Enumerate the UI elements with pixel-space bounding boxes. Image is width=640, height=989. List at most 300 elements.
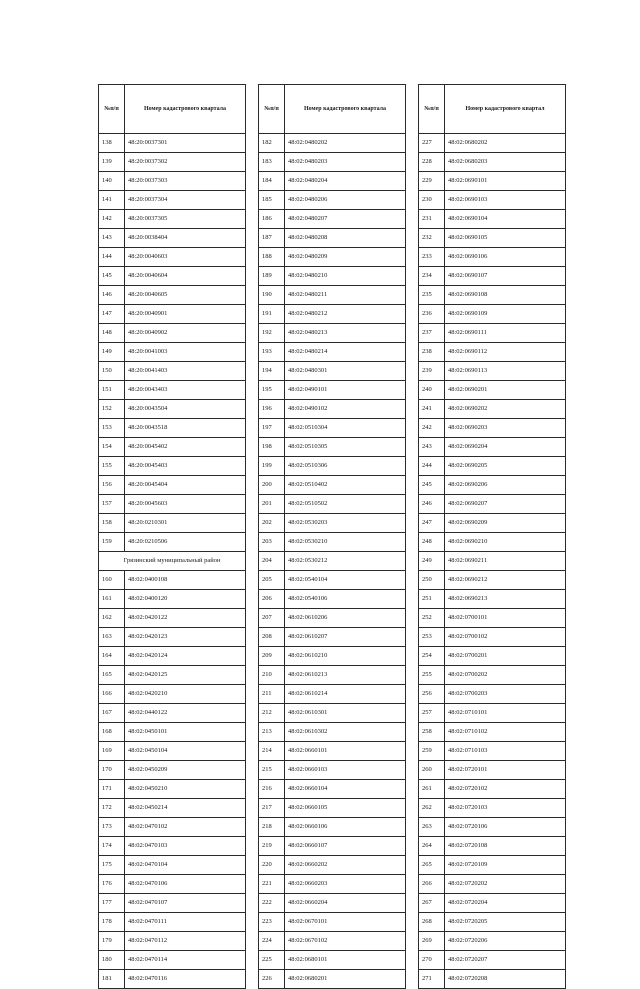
- row-number: 163: [99, 628, 125, 647]
- row-number: 263: [419, 818, 445, 837]
- table-row: [259, 381, 406, 400]
- cadastral-number: 48:02:0710101: [445, 704, 566, 723]
- cadastral-table-3: [418, 84, 566, 989]
- table-row: [259, 134, 406, 153]
- row-number: 223: [259, 913, 285, 932]
- table-row: [259, 191, 406, 210]
- subheader-row: [99, 552, 246, 571]
- table-row: [419, 818, 566, 837]
- table-row: [419, 457, 566, 476]
- table-row: [419, 419, 566, 438]
- cadastral-number: 48:20:0045603: [125, 495, 246, 514]
- row-number: 170: [99, 761, 125, 780]
- cadastral-number: 48:02:0690213: [445, 590, 566, 609]
- table-row: [419, 324, 566, 343]
- cadastral-number: 48:02:0690206: [445, 476, 566, 495]
- cadastral-number: 48:02:0720109: [445, 856, 566, 875]
- row-number: 238: [419, 343, 445, 362]
- cadastral-number: 48:02:0660203: [285, 875, 406, 894]
- table-row: [259, 780, 406, 799]
- cadastral-number: 48:02:0510402: [285, 476, 406, 495]
- table-row: [259, 229, 406, 248]
- row-number: 230: [419, 191, 445, 210]
- row-number: 162: [99, 609, 125, 628]
- table-row: [99, 628, 246, 647]
- table-row: [419, 742, 566, 761]
- cadastral-number: 48:20:0040605: [125, 286, 246, 305]
- table-row: [419, 552, 566, 571]
- table-row: [259, 571, 406, 590]
- row-number: 193: [259, 343, 285, 362]
- cadastral-number: 48:02:0470112: [125, 932, 246, 951]
- row-number: 158: [99, 514, 125, 533]
- table-row: [259, 533, 406, 552]
- row-number: 225: [259, 951, 285, 970]
- row-number: 264: [419, 837, 445, 856]
- row-number: 249: [419, 552, 445, 571]
- table-row: [419, 647, 566, 666]
- cadastral-number: 48:02:0490102: [285, 400, 406, 419]
- row-number: 214: [259, 742, 285, 761]
- cadastral-number: 48:02:0470114: [125, 951, 246, 970]
- cadastral-number: 48:02:0670101: [285, 913, 406, 932]
- row-number: 146: [99, 286, 125, 305]
- cadastral-number: 48:02:0510502: [285, 495, 406, 514]
- table-row: [419, 856, 566, 875]
- table-row: [259, 343, 406, 362]
- row-number: 241: [419, 400, 445, 419]
- cadastral-number: 48:02:0700201: [445, 647, 566, 666]
- row-number: 216: [259, 780, 285, 799]
- cadastral-number: 48:02:0680101: [285, 951, 406, 970]
- cadastral-number: 48:02:0470106: [125, 875, 246, 894]
- row-number: 159: [99, 533, 125, 552]
- cadastral-number: 48:02:0480203: [285, 153, 406, 172]
- table-row: [99, 172, 246, 191]
- cadastral-number: 48:02:0510304: [285, 419, 406, 438]
- row-number: 152: [99, 400, 125, 419]
- cadastral-number: 48:02:0420210: [125, 685, 246, 704]
- code-header: Номер кадастрового квартала: [125, 85, 246, 134]
- cadastral-number: 48:02:0510306: [285, 457, 406, 476]
- cadastral-number: 48:02:0690204: [445, 438, 566, 457]
- table-row: [419, 761, 566, 780]
- row-number: 148: [99, 324, 125, 343]
- table-row: [259, 856, 406, 875]
- table-row: [99, 267, 246, 286]
- table-row: [99, 324, 246, 343]
- table-row: [259, 267, 406, 286]
- row-number: 239: [419, 362, 445, 381]
- row-number: 245: [419, 476, 445, 495]
- table-row: [419, 362, 566, 381]
- row-number: 229: [419, 172, 445, 191]
- cadastral-number: 48:02:0510305: [285, 438, 406, 457]
- cadastral-number: 48:02:0480211: [285, 286, 406, 305]
- row-number: 202: [259, 514, 285, 533]
- table-row: [419, 951, 566, 970]
- row-number: 178: [99, 913, 125, 932]
- row-number: 187: [259, 229, 285, 248]
- table-row: [99, 666, 246, 685]
- table-row: [419, 894, 566, 913]
- table-row: [259, 666, 406, 685]
- row-number: 195: [259, 381, 285, 400]
- row-number: 236: [419, 305, 445, 324]
- table-row: [99, 894, 246, 913]
- num-header: №п/п: [99, 85, 125, 134]
- row-number: 201: [259, 495, 285, 514]
- row-number: 200: [259, 476, 285, 495]
- cadastral-number: 48:02:0530210: [285, 533, 406, 552]
- cadastral-number: 48:02:0660105: [285, 799, 406, 818]
- cadastral-number: 48:20:0041003: [125, 343, 246, 362]
- table-row: [99, 457, 246, 476]
- cadastral-number: 48:02:0660202: [285, 856, 406, 875]
- row-number: 144: [99, 248, 125, 267]
- cadastral-number: 48:02:0700102: [445, 628, 566, 647]
- header-row: [99, 85, 246, 134]
- row-number: 212: [259, 704, 285, 723]
- cadastral-number: 48:02:0480208: [285, 229, 406, 248]
- row-number: 141: [99, 191, 125, 210]
- row-number: 213: [259, 723, 285, 742]
- table-row: [99, 381, 246, 400]
- cadastral-number: 48:02:0690202: [445, 400, 566, 419]
- cadastral-number: 48:02:0480202: [285, 134, 406, 153]
- table-row: [99, 742, 246, 761]
- row-number: 204: [259, 552, 285, 571]
- row-number: 156: [99, 476, 125, 495]
- row-number: 155: [99, 457, 125, 476]
- row-number: 244: [419, 457, 445, 476]
- cadastral-number: 48:02:0450214: [125, 799, 246, 818]
- cadastral-number: 48:02:0450209: [125, 761, 246, 780]
- table-row: [419, 837, 566, 856]
- cadastral-number: 48:02:0540106: [285, 590, 406, 609]
- row-number: 237: [419, 324, 445, 343]
- table-row: [259, 590, 406, 609]
- table-row: [99, 590, 246, 609]
- cadastral-number: 48:02:0450104: [125, 742, 246, 761]
- cadastral-number: 48:02:0450210: [125, 780, 246, 799]
- cadastral-number: 48:02:0690107: [445, 267, 566, 286]
- cadastral-number: 48:02:0480206: [285, 191, 406, 210]
- cadastral-number: 48:02:0690101: [445, 172, 566, 191]
- row-number: 207: [259, 609, 285, 628]
- cadastral-number: 48:02:0470111: [125, 913, 246, 932]
- row-number: 246: [419, 495, 445, 514]
- cadastral-number: 48:02:0690203: [445, 419, 566, 438]
- table-row: [259, 552, 406, 571]
- row-number: 232: [419, 229, 445, 248]
- cadastral-number: 48:02:0480214: [285, 343, 406, 362]
- table-row: [419, 799, 566, 818]
- row-number: 215: [259, 761, 285, 780]
- table-row: [419, 210, 566, 229]
- row-number: 267: [419, 894, 445, 913]
- table-row: [99, 685, 246, 704]
- cadastral-number: 48:20:0043504: [125, 400, 246, 419]
- cadastral-number: 48:02:0480210: [285, 267, 406, 286]
- cadastral-number: 48:02:0690207: [445, 495, 566, 514]
- row-number: 220: [259, 856, 285, 875]
- cadastral-number: 48:02:0440122: [125, 704, 246, 723]
- row-number: 157: [99, 495, 125, 514]
- table-row: [419, 172, 566, 191]
- row-number: 184: [259, 172, 285, 191]
- code-header: Номер кадастрового квартал: [445, 85, 566, 134]
- row-number: 260: [419, 761, 445, 780]
- row-number: 143: [99, 229, 125, 248]
- table-row: [419, 609, 566, 628]
- cadastral-number: 48:20:0040902: [125, 324, 246, 343]
- cadastral-number: 48:02:0470107: [125, 894, 246, 913]
- cadastral-number: 48:02:0720202: [445, 875, 566, 894]
- row-number: 166: [99, 685, 125, 704]
- cadastral-number: 48:02:0420123: [125, 628, 246, 647]
- row-number: 139: [99, 153, 125, 172]
- row-number: 196: [259, 400, 285, 419]
- table-row: [99, 476, 246, 495]
- cadastral-number: 48:02:0660103: [285, 761, 406, 780]
- row-number: 186: [259, 210, 285, 229]
- table-row: [259, 153, 406, 172]
- table-body: [419, 134, 566, 989]
- row-number: 167: [99, 704, 125, 723]
- row-number: 203: [259, 533, 285, 552]
- table-row: [99, 913, 246, 932]
- table-row: [259, 362, 406, 381]
- table-row: [99, 932, 246, 951]
- cadastral-number: 48:02:0690105: [445, 229, 566, 248]
- cadastral-number: 48:20:0038404: [125, 229, 246, 248]
- table-row: [99, 704, 246, 723]
- cadastral-number: 48:02:0690109: [445, 305, 566, 324]
- row-number: 154: [99, 438, 125, 457]
- row-number: 188: [259, 248, 285, 267]
- table-row: [419, 628, 566, 647]
- cadastral-number: 48:02:0660107: [285, 837, 406, 856]
- cadastral-number: 48:20:0043403: [125, 381, 246, 400]
- row-number: 254: [419, 647, 445, 666]
- table-row: [419, 305, 566, 324]
- row-number: 258: [419, 723, 445, 742]
- cadastral-number: 48:02:0710102: [445, 723, 566, 742]
- row-number: 266: [419, 875, 445, 894]
- table-row: [259, 210, 406, 229]
- row-number: 247: [419, 514, 445, 533]
- cadastral-number: 48:02:0480213: [285, 324, 406, 343]
- table-row: [99, 514, 246, 533]
- row-number: 177: [99, 894, 125, 913]
- table-row: [99, 647, 246, 666]
- table-row: [99, 419, 246, 438]
- code-header: Номер кадастрового квартала: [285, 85, 406, 134]
- cadastral-number: 48:02:0490101: [285, 381, 406, 400]
- cadastral-number: 48:20:0210301: [125, 514, 246, 533]
- cadastral-number: 48:02:0690111: [445, 324, 566, 343]
- cadastral-number: 48:20:0210506: [125, 533, 246, 552]
- table-row: [419, 286, 566, 305]
- row-number: 194: [259, 362, 285, 381]
- row-number: 173: [99, 818, 125, 837]
- table-row: [419, 229, 566, 248]
- cadastral-number: 48:20:0040901: [125, 305, 246, 324]
- row-number: 250: [419, 571, 445, 590]
- table-row: [99, 229, 246, 248]
- table-row: [419, 590, 566, 609]
- cadastral-number: 48:02:0690201: [445, 381, 566, 400]
- row-number: 140: [99, 172, 125, 191]
- row-number: 252: [419, 609, 445, 628]
- row-number: 255: [419, 666, 445, 685]
- cadastral-number: 48:02:0680202: [445, 134, 566, 153]
- table-row: [259, 286, 406, 305]
- row-number: 164: [99, 647, 125, 666]
- table-row: [99, 799, 246, 818]
- cadastral-number: 48:02:0720208: [445, 970, 566, 989]
- row-number: 217: [259, 799, 285, 818]
- row-number: 221: [259, 875, 285, 894]
- table-row: [259, 818, 406, 837]
- cadastral-number: 48:02:0470116: [125, 970, 246, 989]
- cadastral-number: 48:02:0680203: [445, 153, 566, 172]
- row-number: 222: [259, 894, 285, 913]
- table-row: [99, 362, 246, 381]
- table-row: [259, 970, 406, 989]
- cadastral-number: 48:02:0690108: [445, 286, 566, 305]
- cadastral-number: 48:02:0720101: [445, 761, 566, 780]
- cadastral-number: 48:02:0480212: [285, 305, 406, 324]
- table-row: [419, 723, 566, 742]
- row-number: 208: [259, 628, 285, 647]
- table-row: [259, 647, 406, 666]
- table-row: [99, 856, 246, 875]
- table-body: [99, 134, 246, 989]
- row-number: 149: [99, 343, 125, 362]
- table-row: [259, 894, 406, 913]
- table-row: [259, 495, 406, 514]
- row-number: 165: [99, 666, 125, 685]
- row-number: 197: [259, 419, 285, 438]
- header-row: [419, 85, 566, 134]
- num-header: №п/п: [259, 85, 285, 134]
- table-row: [419, 476, 566, 495]
- table-row: [419, 875, 566, 894]
- table-row: [99, 533, 246, 552]
- row-number: 257: [419, 704, 445, 723]
- cadastral-number: 48:02:0470103: [125, 837, 246, 856]
- num-header: №п/п: [419, 85, 445, 134]
- table-row: [99, 305, 246, 324]
- table-row: [99, 248, 246, 267]
- cadastral-number: 48:02:0450101: [125, 723, 246, 742]
- table-row: [259, 704, 406, 723]
- row-number: 242: [419, 419, 445, 438]
- table-row: [419, 704, 566, 723]
- header-row: [259, 85, 406, 134]
- cadastral-number: 48:02:0720205: [445, 913, 566, 932]
- table-row: [419, 970, 566, 989]
- cadastral-number: 48:20:0037302: [125, 153, 246, 172]
- cadastral-number: 48:20:0045403: [125, 457, 246, 476]
- table-row: [99, 343, 246, 362]
- row-number: 189: [259, 267, 285, 286]
- district-subheader: Грязинский муниципальный район: [99, 552, 246, 571]
- cadastral-number: 48:02:0400120: [125, 590, 246, 609]
- table-row: [99, 951, 246, 970]
- row-number: 176: [99, 875, 125, 894]
- table-row: [99, 153, 246, 172]
- cadastral-number: 48:20:0045402: [125, 438, 246, 457]
- row-number: 180: [99, 951, 125, 970]
- table-row: [99, 191, 246, 210]
- table-row: [99, 837, 246, 856]
- cadastral-number: 48:02:0530203: [285, 514, 406, 533]
- row-number: 198: [259, 438, 285, 457]
- row-number: 231: [419, 210, 445, 229]
- table-row: [99, 818, 246, 837]
- table-row: [419, 153, 566, 172]
- table-row: [259, 457, 406, 476]
- row-number: 145: [99, 267, 125, 286]
- table-row: [419, 514, 566, 533]
- table-row: [419, 913, 566, 932]
- cadastral-number: 48:02:0660106: [285, 818, 406, 837]
- table-row: [99, 438, 246, 457]
- row-number: 192: [259, 324, 285, 343]
- row-number: 150: [99, 362, 125, 381]
- row-number: 228: [419, 153, 445, 172]
- row-number: 169: [99, 742, 125, 761]
- cadastral-number: 48:02:0610302: [285, 723, 406, 742]
- row-number: 248: [419, 533, 445, 552]
- table-row: [99, 286, 246, 305]
- cadastral-number: 48:02:0720102: [445, 780, 566, 799]
- row-number: 218: [259, 818, 285, 837]
- cadastral-number: 48:02:0610210: [285, 647, 406, 666]
- row-number: 185: [259, 191, 285, 210]
- row-number: 172: [99, 799, 125, 818]
- table-row: [259, 932, 406, 951]
- table-row: [99, 875, 246, 894]
- table-row: [419, 191, 566, 210]
- table-row: [419, 533, 566, 552]
- row-number: 210: [259, 666, 285, 685]
- table-row: [259, 400, 406, 419]
- table-row: [419, 932, 566, 951]
- cadastral-number: 48:20:0040604: [125, 267, 246, 286]
- row-number: 168: [99, 723, 125, 742]
- cadastral-number: 48:20:0037304: [125, 191, 246, 210]
- table-row: [259, 799, 406, 818]
- cadastral-number: 48:02:0480301: [285, 362, 406, 381]
- row-number: 175: [99, 856, 125, 875]
- table-row: [99, 210, 246, 229]
- cadastral-number: 48:02:0720207: [445, 951, 566, 970]
- table-row: [419, 267, 566, 286]
- cadastral-number: 48:02:0530212: [285, 552, 406, 571]
- table-row: [259, 514, 406, 533]
- row-number: 219: [259, 837, 285, 856]
- row-number: 151: [99, 381, 125, 400]
- table-row: [419, 400, 566, 419]
- cadastral-number: 48:20:0037303: [125, 172, 246, 191]
- table-row: [99, 970, 246, 989]
- cadastral-number: 48:02:0690212: [445, 571, 566, 590]
- row-number: 261: [419, 780, 445, 799]
